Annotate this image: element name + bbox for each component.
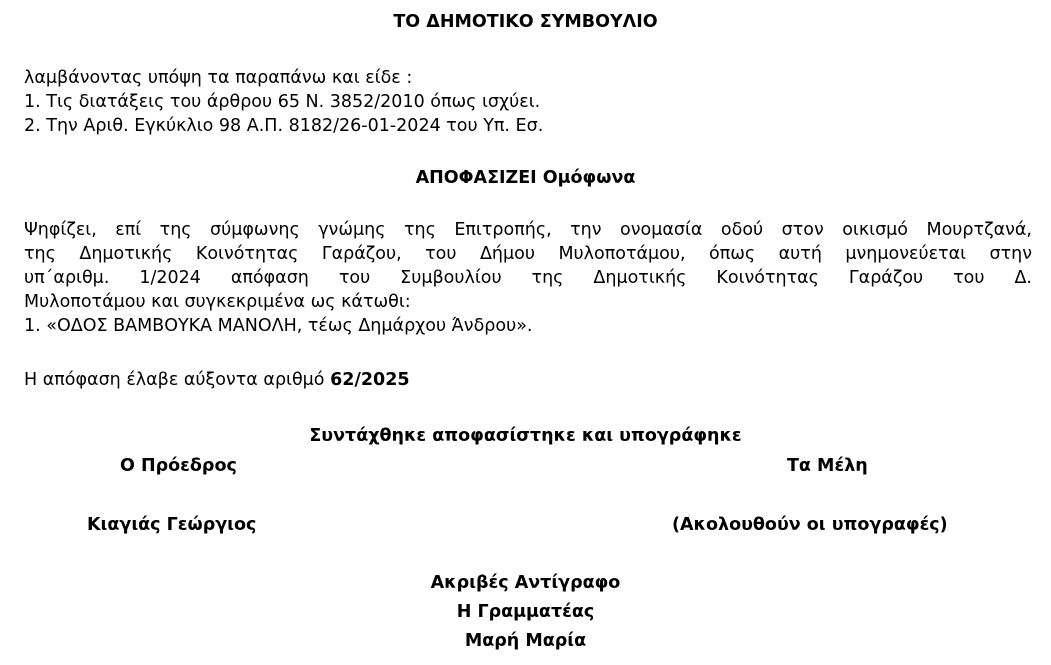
signatures-heading: Συντάχθηκε αποφασίστηκε και υπογράφηκε [309,426,742,446]
decision-heading: ΑΠΟΦΑΣΙΖΕΙ Ομόφωνα [415,168,636,188]
council-title: ΤΟ ΔΗΜΟΤΙΚΟ ΣΥΜΒΟΥΛΙΟ [393,12,658,32]
president-name: Κιαγιάς Γεώργιος [87,515,257,535]
secretary-name: Μαρή Μαρία [464,631,587,651]
considering-intro: λαμβάνοντας υπόψη τα παραπάνω και είδε : [24,68,413,88]
members-note: (Ακολουθούν οι υπογραφές) [672,515,948,535]
decision-line-1: Ψηφίζει, επί της σύμφωνης γνώμης της Επιτροπής, την ονομασία οδού στον οικισμό Μουρτζανά, [24,220,1032,240]
decision-number-label: Η απόφαση έλαβε αύξοντα αριθμό [24,370,331,390]
considering-item-1: 1. Τις διατάξεις του άρθρου 65 Ν. 3852/2010 όπως ισχύει. [24,92,541,112]
certified-copy: Ακριβές Αντίγραφο [430,573,621,593]
secretary-title: Η Γραμματέας [456,602,595,622]
decision-line-5: 1. «ΟΔΟΣ ΒΑΜΒΟΥΚΑ ΜΑΝΟΛΗ, τέως Δημάρχου Άνδρου». [24,316,533,336]
president-title: Ο Πρόεδρος [120,456,237,476]
members-title: Τα Μέλη [787,456,868,476]
decision-line-4: Μυλοποτάμου και συγκεκριμένα ως κάτωθι: [24,292,411,312]
decision-number-value: 62/2025 [330,370,410,390]
decision-number [24,369,410,391]
considering-item-2: 2. Την Αριθ. Εγκύκλιο 98 Α.Π. 8182/26-01-2024 του Υπ. Εσ. [24,116,544,136]
decision-line-3: υπ΄αριθμ. 1/2024 απόφαση του Συμβουλίου της Δημοτικής Κοινότητας Γαράζου του Δ. [24,268,1032,288]
decision-line-2: της Δημοτικής Κοινότητας Γαράζου, του Δήμου Μυλοποτάμου, όπως αυτή μνημονεύεται στην [24,244,1032,264]
